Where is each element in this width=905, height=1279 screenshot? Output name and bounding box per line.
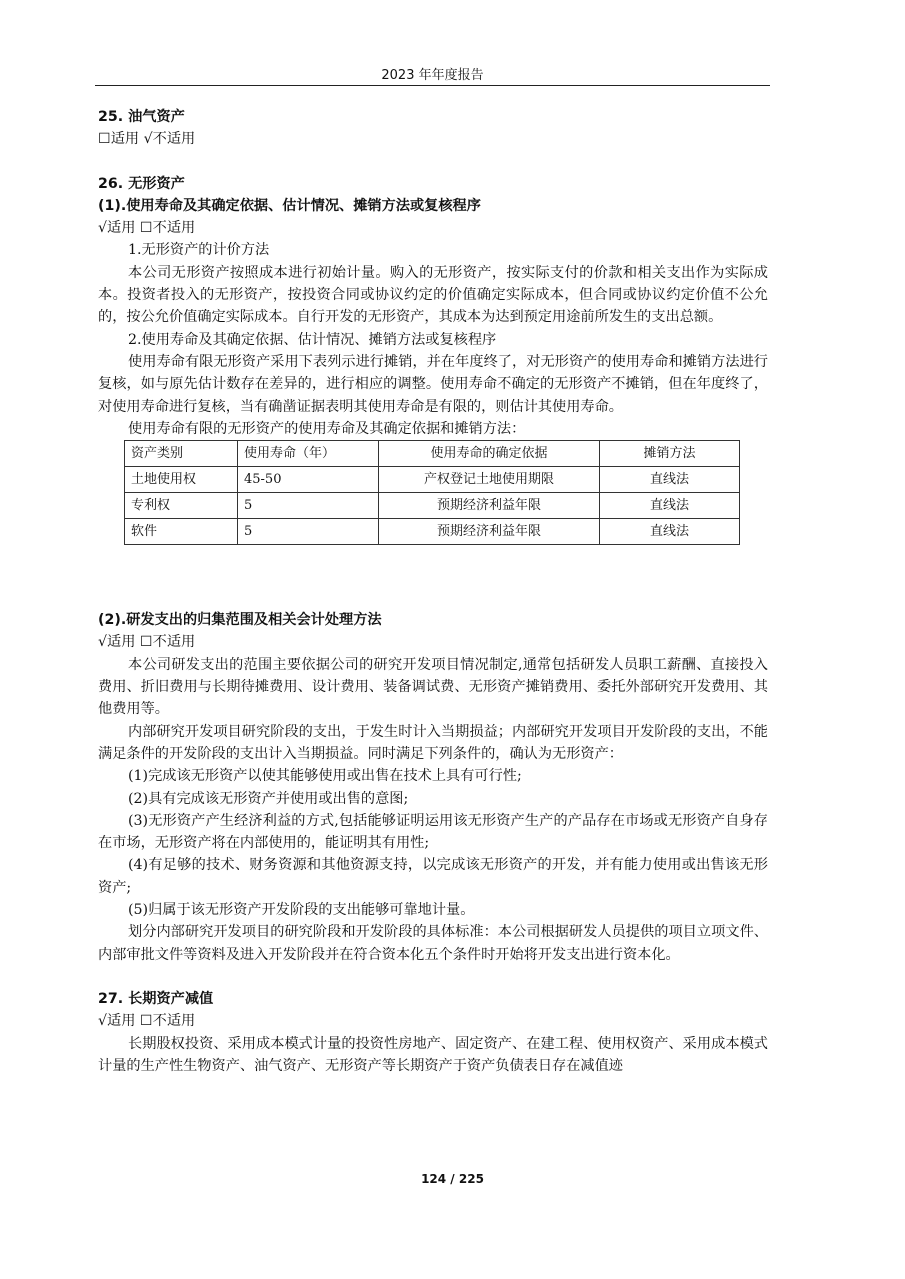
section-26-title: 26. 无形资产	[98, 175, 185, 192]
rd-criteria-text: 划分内部研究开发项目的研究阶段和开发阶段的具体标准：本公司根据研发人员提供的项目立项文件、内部审批文件等资料及进入开发阶段并在符合资本化五个条件时开始将开发支出进行资本化。	[98, 924, 768, 963]
condition-2: (2)具有完成该无形资产并使用或出售的意图;	[128, 790, 409, 807]
rd-scope-text: 本公司研发支出的范围主要依据公司的研究开发项目情况制定,通常包括研发人员职工薪酬、直接投入费用、折旧费用与长期待摊费用、设计费用、装备调试费、无形资产摊销费用、委托外部研究开发费用、其他费用等。	[98, 656, 768, 718]
section-26-1-options: √适用 ☐不适用	[98, 220, 196, 237]
valuation-method-text: 本公司无形资产按照成本进行初始计量。购入的无形资产，按实际支付的价款和相关支出作为实际成本。投资者投入的无形资产，按投资合同或协议约定的价值确定实际成本，但合同或协议约定价值不公允的，按公允价值确定实际成本。自行开发的无形资产，其成本为达到预定用途前所发生的支出总额。	[98, 264, 768, 326]
table-row	[125, 493, 740, 519]
table-row	[125, 467, 740, 493]
table-cell: 土地使用权	[125, 467, 238, 493]
rd-treatment-text: 内部研究开发项目研究阶段的支出，于发生时计入当期损益；内部研究开发项目开发阶段的支出，不能满足条件的开发阶段的支出计入当期损益。同时满足下列条件的，确认为无形资产：	[98, 723, 768, 762]
table-header-row	[125, 441, 740, 467]
section-26-1-title: (1).使用寿命及其确定依据、估计情况、摊销方法或复核程序	[98, 197, 481, 214]
table-cell: 预期经济利益年限	[379, 519, 600, 545]
table-cell: 5	[238, 519, 379, 545]
section-25-options: ☐适用 √不适用	[98, 131, 196, 148]
useful-life-table	[124, 440, 740, 545]
header-rule	[95, 85, 770, 86]
table-cell: 专利权	[125, 493, 238, 519]
table-header-cell: 摊销方法	[600, 441, 740, 467]
condition-5: (5)归属于该无形资产开发阶段的支出能够可靠地计量。	[128, 902, 475, 919]
section-27-title: 27. 长期资产减值	[98, 990, 214, 1007]
document-body	[98, 106, 768, 1077]
table-cell: 直线法	[600, 493, 740, 519]
section-26-2-options: √适用 ☐不适用	[98, 634, 196, 651]
table-cell: 直线法	[600, 519, 740, 545]
table-cell: 直线法	[600, 467, 740, 493]
condition-4: (4)有足够的技术、财务资源和其他资源支持，以完成该无形资产的开发，并有能力使用或出售该无形资产;	[98, 857, 768, 896]
impairment-text: 长期股权投资、采用成本模式计量的投资性房地产、固定资产、在建工程、使用权资产、采用成本模式计量的生产性生物资产、油气资产、无形资产等长期资产于资产负债表日存在减值迹	[98, 1035, 768, 1074]
condition-3: (3)无形资产产生经济利益的方式,包括能够证明运用该无形资产生产的产品存在市场或无形资产自身存在市场，无形资产将在内部使用的，能证明其有用性;	[98, 812, 768, 852]
table-header-cell: 使用寿命（年）	[238, 441, 379, 467]
table-row	[125, 519, 740, 545]
table-cell: 预期经济利益年限	[379, 493, 600, 519]
table-cell: 软件	[125, 519, 238, 545]
table-caption: 使用寿命有限的无形资产的使用寿命及其确定依据和摊销方法：	[128, 420, 526, 437]
table-cell: 45-50	[238, 467, 379, 493]
section-27-options: √适用 ☐不适用	[98, 1013, 196, 1030]
table-cell: 5	[238, 493, 379, 519]
table-header-cell: 资产类别	[125, 441, 238, 467]
page-number: 124 / 225	[421, 1172, 484, 1186]
section-25-title: 25. 油气资产	[98, 109, 185, 125]
useful-life-text: 使用寿命有限无形资产采用下表列示进行摊销，并在年度终了，对无形资产的使用寿命和摊销方法进行复核，如与原先估计数存在差异的，进行相应的调整。使用寿命不确定的无形资产不摊销，但在年度终了，对使用寿命进行复核，当有确凿证据表明其使用寿命是有限的，则估计其使用寿命。	[98, 353, 768, 415]
useful-life-title: 2.使用寿命及其确定依据、估计情况、摊销方法或复核程序	[128, 331, 497, 348]
table-cell: 产权登记土地使用期限	[379, 467, 600, 493]
table-header-cell: 使用寿命的确定依据	[379, 441, 600, 467]
page-header: 2023 年年度报告	[381, 68, 484, 83]
condition-1: (1)完成该无形资产以使其能够使用或出售在技术上具有可行性;	[128, 768, 522, 785]
section-26-2-title: (2).研发支出的归集范围及相关会计处理方法	[98, 612, 382, 629]
valuation-method-title: 1.无形资产的计价方法	[128, 242, 270, 259]
